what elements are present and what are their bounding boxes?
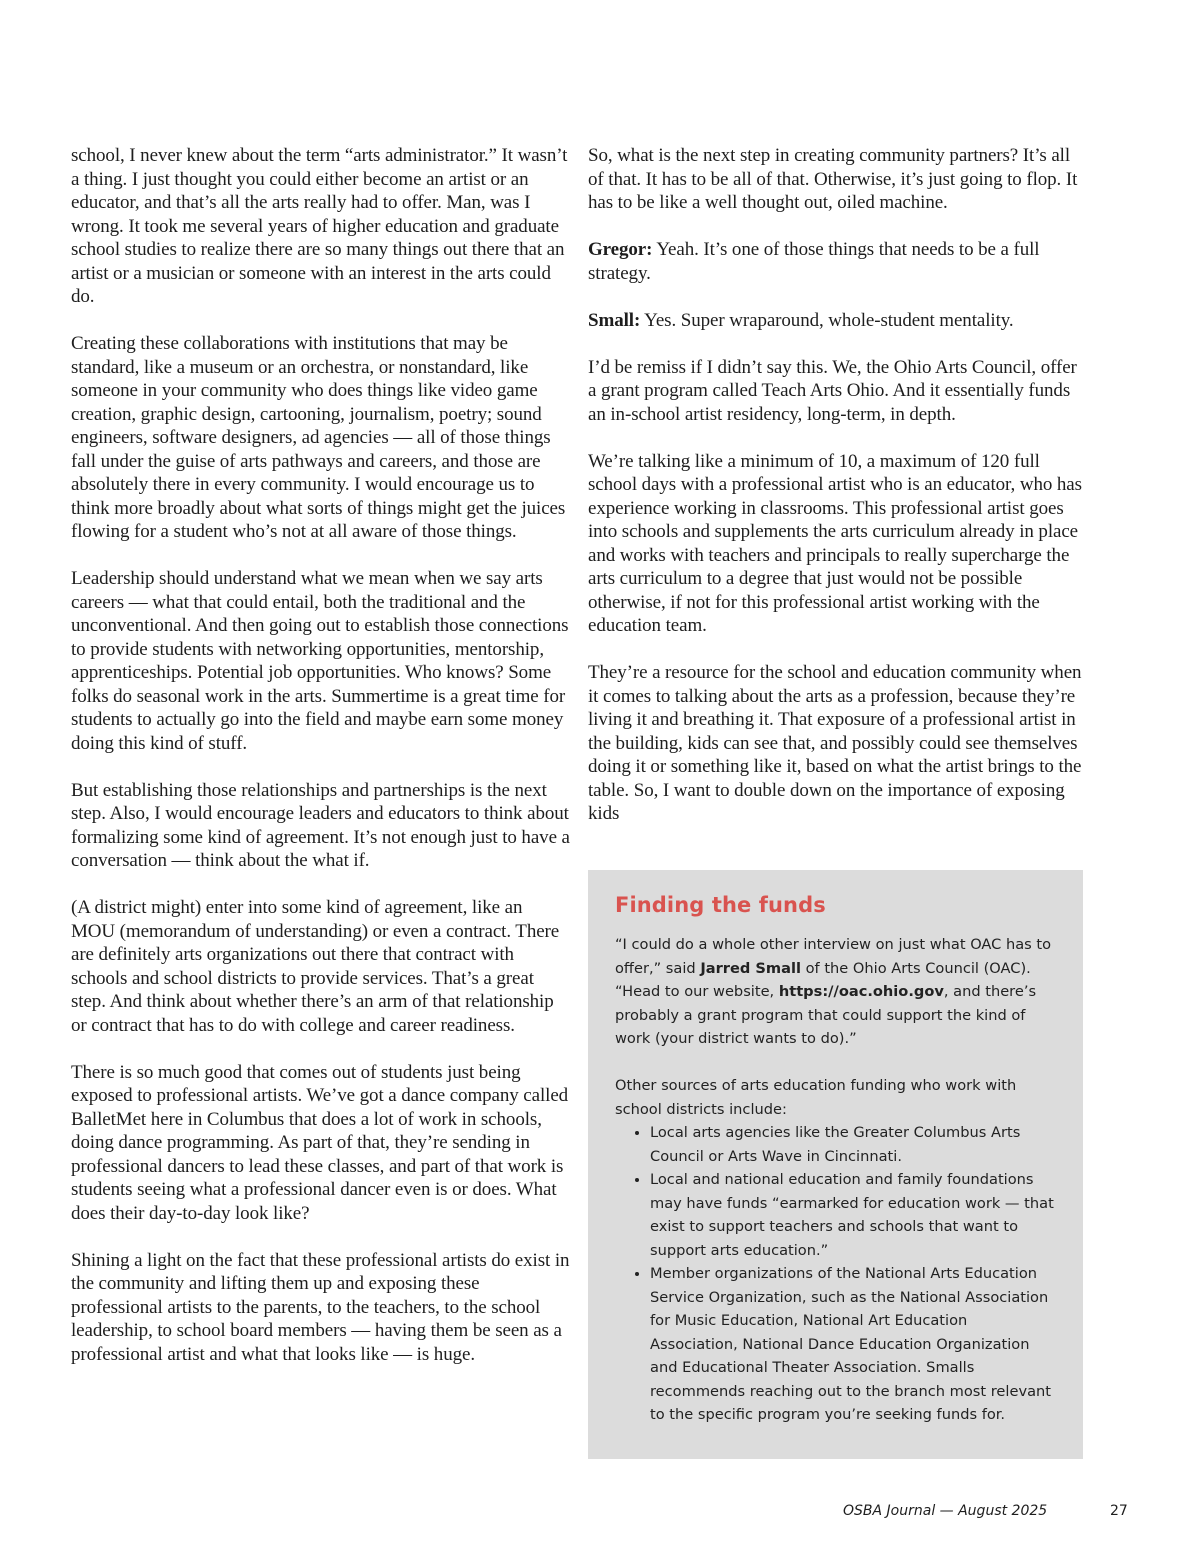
list-item: • Local and national education and family foundations may have funds “earmarked for education work — that exist to support teachers and schools that want to support arts education.” [650,1168,1057,1262]
funding-source-list [615,1121,1057,1427]
paragraph: Leadership should understand what we mean when we say arts careers — what that could entail, both the traditional and the unconventional. And then going out to establish those connections to provide students with networking opportunities, mentorship, apprenticeships. Potential job opportunities. Who knows? Some folks do seasonal work in the arts. Summertime is a great time for students to actually go into the field and maybe earn some money doing this kind of stuff. [71,568,569,754]
paragraph: school, I never knew about the term “arts administrator.” It wasn’t a thing. I just thought you could either become an artist or an educator, and that’s all the arts really had to offer. Man, was I wrong. It took me several years of higher education and graduate school studies to realize there are so many things out there that an artist or a musician or someone with an interest in the arts could do. [71,145,568,307]
finding-funds-sidebar [588,870,1083,1459]
quote-text: “I could do a whole other interview on just what OAC has to offer,” said [615,936,1052,977]
quote-name: Jarred Small [700,959,801,977]
website-link[interactable]: https://oac.ohio.gov [778,983,944,1000]
list-item: • Local arts agencies like the Greater Columbus Arts Council or Arts Wave in Cincinnati. [650,1121,1057,1168]
paragraph [588,661,1085,826]
journal-footer: OSBA Journal — August 2025 [843,1503,1048,1519]
paragraph [588,356,1085,427]
paragraph: There is so much good that comes out of students just being exposed to professional artists. We’ve got a dance company called BalletMet here in Columbus that does a lot of work in schools, doing dance programming. As part of that, they’re sending in professional dancers to lead these classes, and part of that work is students seeing what a professional dancer even is or does. What does their day-to-day look like? [71,1061,569,1224]
quote-text: , and there’s probably a grant program that could support the kind of work (your district wants to do).” [615,983,1037,1047]
paragraph: (A district might) enter into some kind of agreement, like an MOU (memorandum of understanding) or even a contract. There are definitely arts organizations out there that contract with schools and school districts to provide services. That’s a great step. And think about whether there’s an arm of that relationship or contract that has to do with college and career readiness. [71,897,560,1036]
paragraph: Shining a light on the fact that these professional artists do exist in the community and lifting them up and exposing these professional artists to the parents, to the teachers, to the school leadership, to school board members — having them be seen as a professional artist and what that looks like — is huge. [71,1249,570,1365]
sidebar-title: Finding the funds [615,893,826,917]
page-number: 27 [1110,1503,1128,1519]
paragraph-text: So, what is the next step in creating community partners? It’s all of that. It has to be all of that. Otherwise, it’s just going to flop. It has to be like a well thought out, oiled machine. [588,145,1078,213]
list-item: • Member organizations of the National Arts Education Service Organization, such as the National Association for Music Education, National Art Education Association, National Dance Education Organization and Educational Theater Association. Smalls recommends reaching out to the branch most relevant to the specific program you’re seeking funds for. [650,1262,1057,1427]
paragraph-text: We’re talking like a minimum of 10, a maximum of 120 full school days with a professional artist who is an educator, who has experience working in classrooms. This professional artist goes into schools and supplements the arts curriculum already in place and works with teachers and principals to really supercharge the arts curriculum to a degree that just would not be possible otherwise, if not for this professional artist working with the education team. [588,450,1082,636]
sidebar-quote [615,933,1057,1051]
paragraph [588,450,1085,638]
paragraph-text: They’re a resource for the school and education community when it comes to talking about the arts as a profession, because they’re living it and breathing it. That exposure of a professional artist in the building, kids can see that, and possibly could see themselves doing it or something like it, based on what the artist brings to the table. So, I want to double down on the importance of exposing kids [588,662,1082,824]
paragraph: Creating these collaborations with institutions that may be standard, like a museum or an orchestra, or nonstandard, like someone in your community who does things like video game creation, graphic design, cartooning, journalism, poetry; sound engineers, software designers, ad agencies — all of those things fall under the guise of arts pathways and careers, and those are absolutely there in every community. I would encourage us to think more broadly about what sorts of things might get the juices flowing for a student who’s not at all aware of those things. [71,333,566,542]
paragraph [588,309,1085,333]
paragraph-text: I’d be remiss if I didn’t say this. We, the Ohio Arts Council, offer a grant program called Teach Arts Ohio. And it essentially funds an in-school artist residency, long-term, in depth. [588,356,1077,425]
sidebar-intro: Other sources of arts education funding who work with school districts include: [615,1077,1017,1118]
paragraph-text: Yeah. It’s one of those things that needs to be a full strategy. [588,239,1040,284]
quote-text: of the Ohio Arts Council (OAC). “Head to our website, [615,959,1031,1000]
speaker-label: Gregor: [588,239,653,260]
right-column [588,144,1085,849]
paragraph-text: Yes. Super wraparound, whole-student mentality. [640,309,1014,331]
paragraph [588,238,1085,285]
left-column [71,144,571,1390]
speaker-label: Small: [588,309,641,331]
paragraph [588,144,1085,215]
paragraph: But establishing those relationships and partnerships is the next step. Also, I would encourage leaders and educators to think about formalizing some kind of agreement. It’s not enough just to have a conversation — think about the what if. [71,779,570,871]
